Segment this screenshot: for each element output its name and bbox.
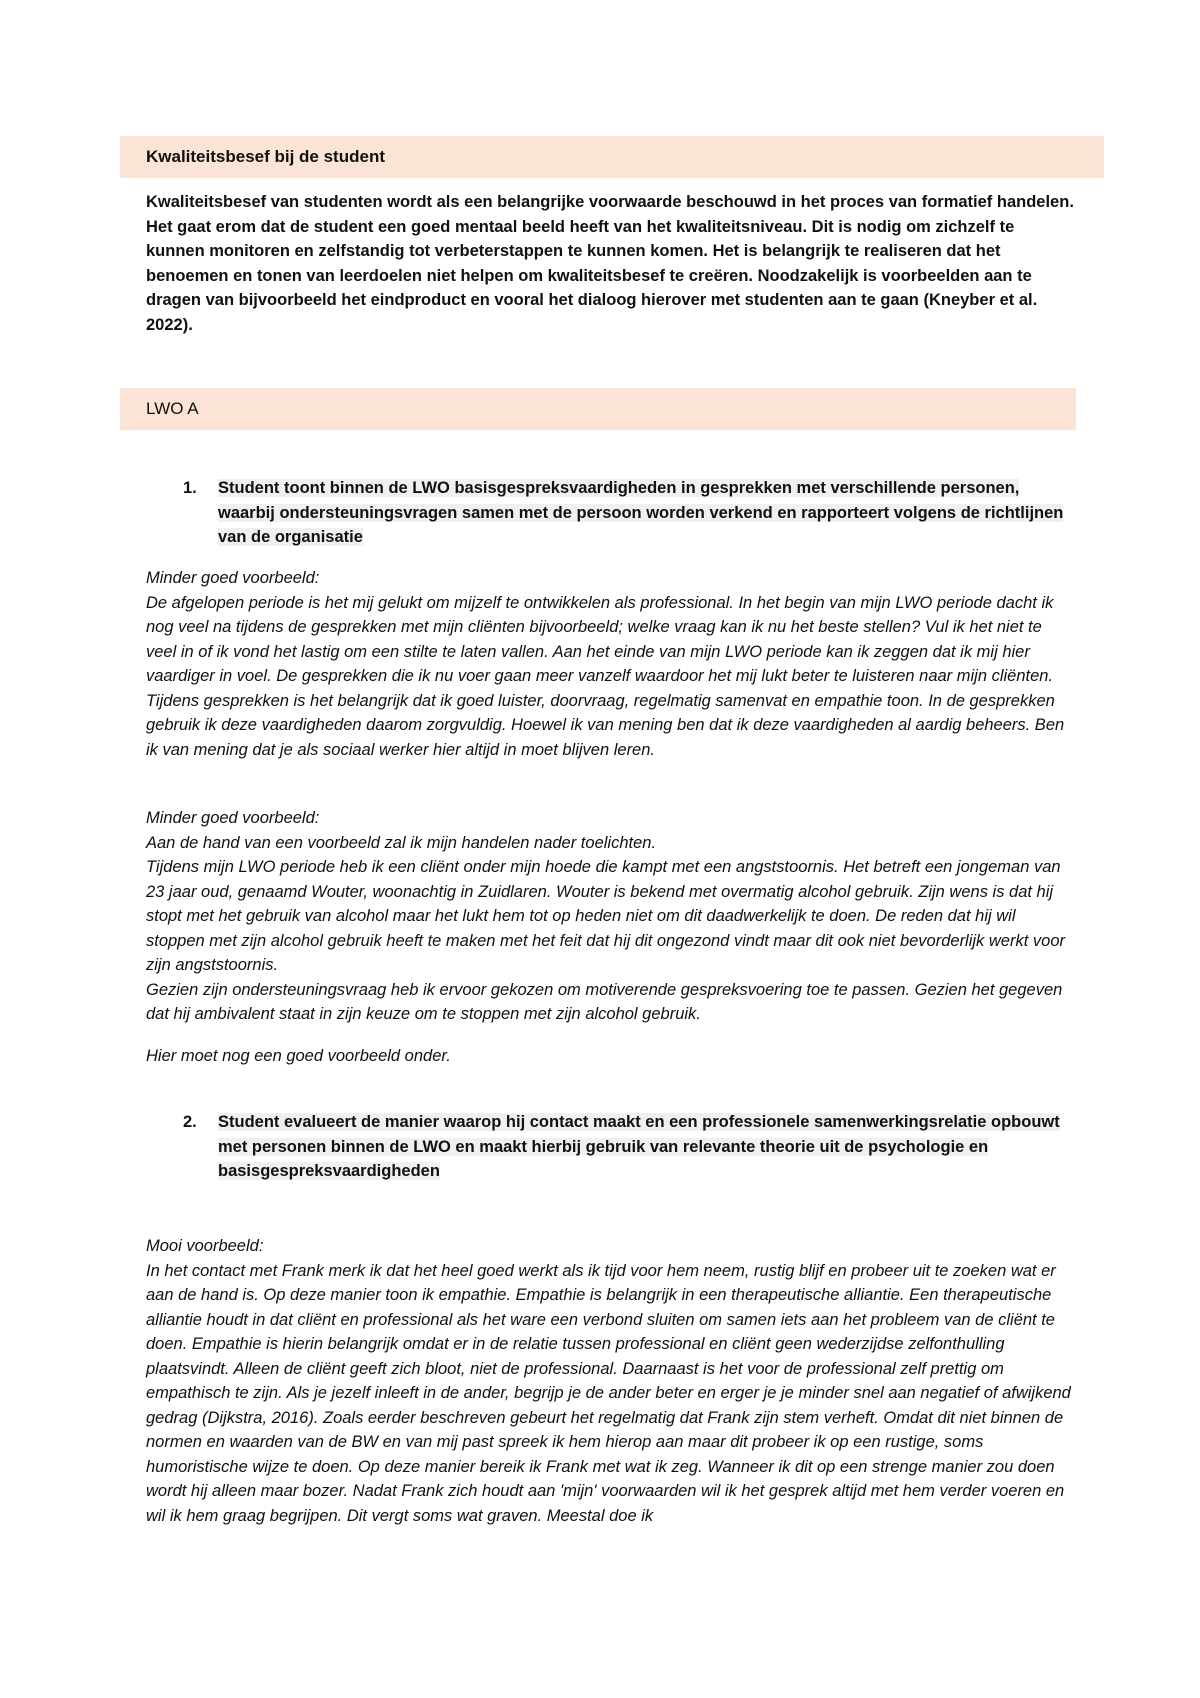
example-block	[146, 1044, 1076, 1069]
example-paragraph: Tijdens mijn LWO periode heb ik een cliënt onder mijn hoede die kampt met een angststoornis. Het betreft een jongeman van 23 jaar oud, genaamd Wouter, woonachtig in Zuidlaren. Wouter is bekend met overmatig alcohol gebruik. Zijn wens is dat hij stopt met het gebruik van alcohol maar het lukt hem tot op heden niet om dit daadwerkelijk te doen. De reden dat hij wil stoppen met zijn alcohol gebruik heeft te maken met het feit dat hij dit ongezond vindt maar dit ook niet bevorderlijk werkt voor zijn angststoornis.	[146, 858, 1065, 974]
example-block	[146, 1234, 1076, 1528]
example-block	[146, 806, 1076, 1027]
section-title: LWO A	[146, 399, 199, 418]
example-label: Minder goed voorbeeld:	[146, 569, 320, 587]
example-paragraph: Hier moet nog een goed voorbeeld onder.	[146, 1047, 451, 1065]
section-title: Kwaliteitsbesef bij de student	[146, 147, 385, 166]
example-paragraph: De afgelopen periode is het mij gelukt om mijzelf te ontwikkelen als professional. In het begin van mijn LWO periode dacht ik nog veel na tijdens de gesprekken met mijn cliënten bijvoorbeeld; welke vraag kan ik nu het beste stellen? Vul ik het niet te veel in of ik vond het lastig om een stilte te laten vallen. Aan het einde van mijn LWO periode kan ik zeggen dat ik mij hier vaardiger in voel. De gesprekken die ik nu voer gaan meer vanzelf waardoor het mij lukt beter te luisteren naar mijn cliënten. Tijdens gesprekken is het belangrijk dat ik goed luister, doorvraag, regelmatig samenvat en empathie toon. In de gesprekken gebruik ik deze vaardigheden daarom zorgvuldig. Hoewel ik van mening ben dat ik deze vaardigheden al aardig beheers. Ben ik van mening dat je als sociaal werker hier altijd in moet blijven leren.	[146, 593, 1065, 759]
example-paragraph: In het contact met Frank merk ik dat het heel goed werkt als ik tijd voor hem neem, rustig blijf en probeer uit te zoeken wat er aan de hand is. Op deze manier toon ik empathie. Empathie is belangrijk in een therapeutische alliantie. Een therapeutische alliantie houdt in dat cliënt en professional als het ware een verbond sluiten om samen iets aan het probleem van de cliënt te doen. Empathie is hierin belangrijk omdat er in de relatie tussen professional en cliënt geen wederzijdse zelfonthulling plaatsvindt. Alleen de cliënt geeft zich bloot, niet de professional. Daarnaast is het voor de professional zelf prettig om empathisch te zijn. Als je jezelf inleeft in de ander, begrijp je de ander beter en erger je je minder snel aan negatief of afwijkend gedrag (Dijkstra, 2016). Zoals eerder beschreven gebeurt het regelmatig dat Frank zijn stem verheft. Omdat dit niet binnen de normen en waarden van de BW en van mij past spreek ik hem hierop aan maar dit probeer ik op een rustige, soms humoristische wijze te doen. Op deze manier bereik ik Frank met wat ik zeg. Wanneer ik dit op een strenge manier zou doen wordt hij alleen maar bozer. Nadat Frank zich houdt aan 'mijn' voorwaarden wil ik het gesprek altijd met hem verder voeren en wil ik hem graag begrijpen. Dit vergt soms wat graven. Meestal doe ik	[146, 1261, 1071, 1525]
criterion-number: 2.	[183, 1113, 197, 1131]
criterion-item	[146, 476, 1076, 550]
example-label: Minder goed voorbeeld:	[146, 809, 320, 827]
criterion-text: Student toont binnen de LWO basisgespreksvaardigheden in gesprekken met verschillende personen, waarbij ondersteuningsvragen samen met de persoon worden verkend en rapporteert volgens de richtlijnen van de organisatie	[218, 479, 1064, 546]
section-heading-lwo	[120, 388, 1076, 430]
example-paragraph: Gezien zijn ondersteuningsvraag heb ik ervoor gekozen om motiverende gespreksvoering toe te passen. Gezien het gegeven dat hij ambivalent staat in zijn keuze om te stoppen met zijn alcohol gebruik.	[146, 980, 1063, 1023]
criterion-number: 1.	[183, 479, 197, 497]
example-block	[146, 566, 1076, 762]
example-label: Mooi voorbeeld:	[146, 1237, 264, 1255]
intro-paragraph: Kwaliteitsbesef van studenten wordt als een belangrijke voorwaarde beschouwd in het proces van formatief handelen. Het gaat erom dat de student een goed mentaal beeld heeft van het kwaliteitsniveau. Dit is nodig om zichzelf te kunnen monitoren en zelfstandig tot verbeterstappen te kunnen komen. Het is belangrijk te realiseren dat het benoemen en tonen van leerdoelen niet helpen om kwaliteitsbesef te creëren. Noodzakelijk is voorbeelden aan te dragen van bijvoorbeeld het eindproduct en vooral het dialoog hierover met studenten aan te gaan (Kneyber et al. 2022).	[146, 193, 1074, 334]
criterion-text: Student evalueert de manier waarop hij contact maakt en een professionele samenwerkingsrelatie opbouwt met personen binnen de LWO en maakt hierbij gebruik van relevante theorie uit de psychologie en basisgespreksvaardigheden	[218, 1113, 1060, 1180]
section-heading-kwaliteitsbesef	[120, 136, 1104, 178]
criterion-item	[146, 1110, 1076, 1184]
example-paragraph: Aan de hand van een voorbeeld zal ik mijn handelen nader toelichten.	[146, 833, 657, 852]
